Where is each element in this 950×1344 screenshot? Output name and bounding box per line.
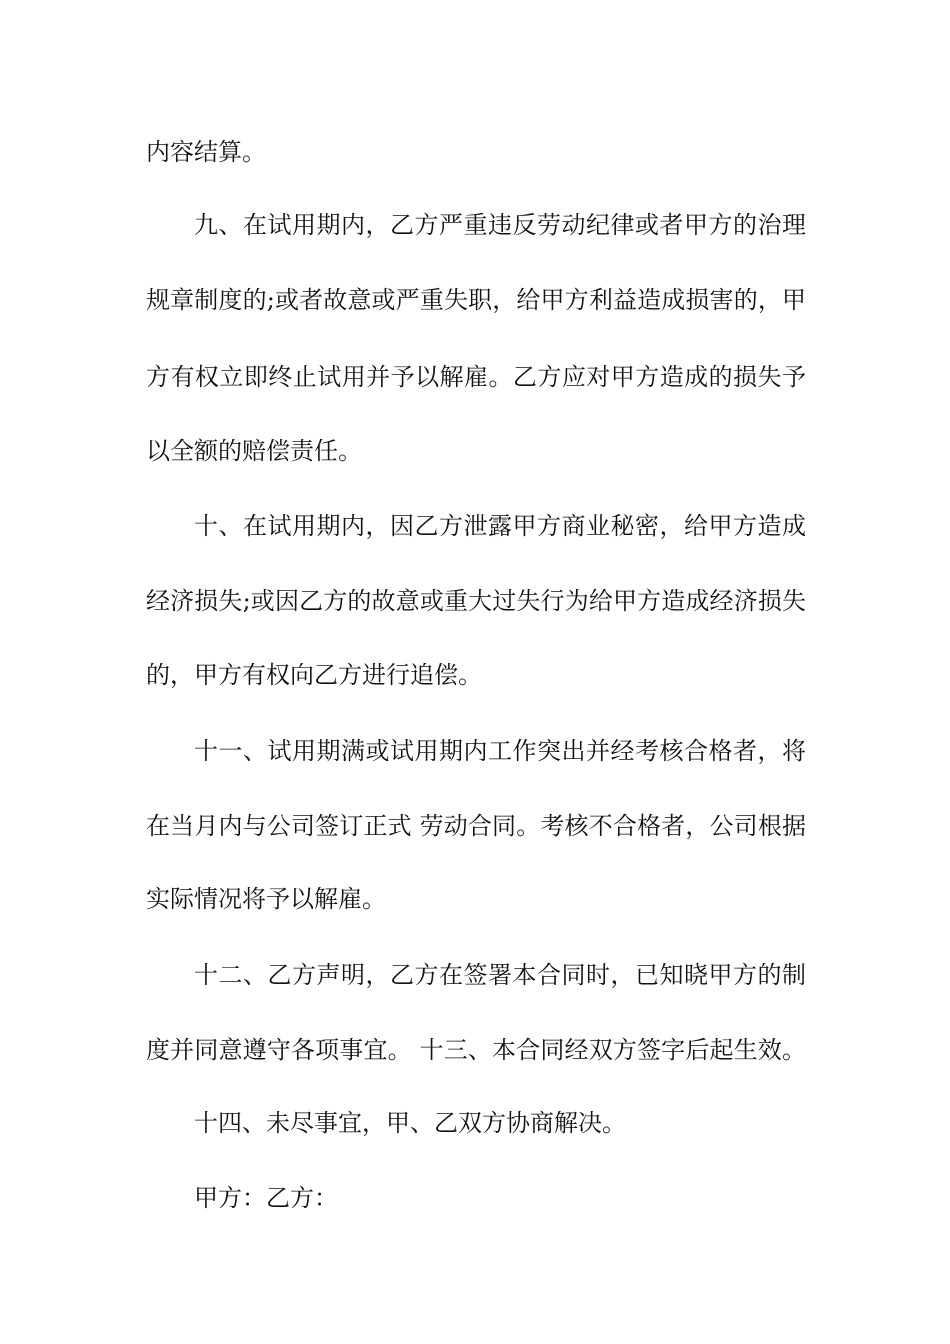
text-line: 方有权立即终止试用并予以解雇。乙方应对甲方造成的损失予 xyxy=(146,363,806,391)
text-line: 内容结算。 xyxy=(146,138,266,166)
text-line: 十四、未尽事宜，甲、乙双方协商解决。 xyxy=(194,1109,626,1137)
text-line: 度并同意遵守各项事宜。 十三、本合同经双方签字后起生效。 xyxy=(146,1036,806,1064)
text-line: 十一、试用期满或试用期内工作突出并经考核合格者，将 xyxy=(194,737,806,765)
text-line: 九、在试用期内，乙方严重违反劳动纪律或者甲方的治理 xyxy=(194,211,806,239)
text-line: 的，甲方有权向乙方进行追偿。 xyxy=(146,661,482,689)
text-line: 十、在试用期内，因乙方泄露甲方商业秘密，给甲方造成 xyxy=(194,512,806,540)
text-line: 十二、乙方声明，乙方在签署本合同时，已知晓甲方的制 xyxy=(194,961,806,989)
text-line: 规章制度的;或者故意或严重失职，给甲方利益造成损害的，甲 xyxy=(146,286,806,314)
text-line: 以全额的赔偿责任。 xyxy=(146,437,362,465)
text-line: 实际情况将予以解雇。 xyxy=(146,885,386,913)
text-line: 经济损失;或因乙方的故意或重大过失行为给甲方造成经济损失 xyxy=(146,587,806,615)
text-line: 在当月内与公司签订正式 劳动合同。考核不合格者，公司根据 xyxy=(146,812,806,840)
signature-line: 甲方：乙方： xyxy=(194,1184,338,1212)
